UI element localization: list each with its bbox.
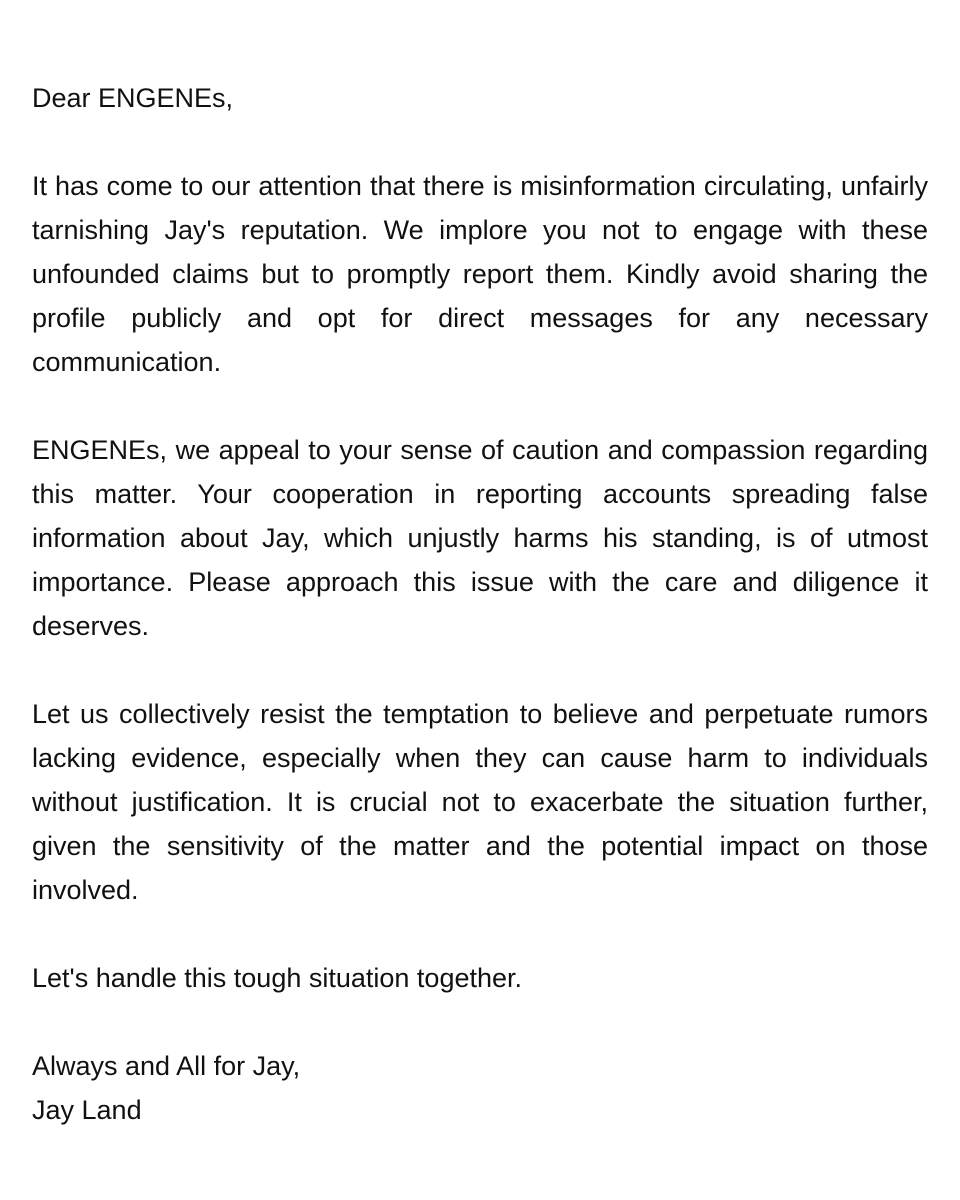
- letter-body: [32, 76, 928, 1132]
- letter-greeting: Dear ENGENEs,: [32, 83, 234, 113]
- letter-closing: Always and All for Jay,: [32, 1051, 301, 1081]
- letter-paragraph-3: Let us collectively resist the temptation to believe and perpetuate rumors lacking evidence, especially when they can cause harm to individuals without justification. It is crucial not to exacerbate the situation further, given the sensitivity of the matter and the potential impact on those involved.: [32, 699, 928, 905]
- letter-paragraph-4: Let's handle this tough situation together.: [32, 963, 523, 993]
- letter-paragraph-2: ENGENEs, we appeal to your sense of caution and compassion regarding this matter. Your cooperation in reporting accounts spreading false information about Jay, which unjustly harms his standing, is of utmost importance. Please approach this issue with the care and diligence it deserves.: [32, 435, 928, 641]
- letter-signature: Jay Land: [32, 1095, 142, 1125]
- letter-paragraph-1: It has come to our attention that there is misinformation circulating, unfairly tarnishing Jay's reputation. We implore you not to engage with these unfounded claims but to promptly report them. Kindly avoid sharing the profile publicly and opt for direct messages for any necessary communication.: [32, 171, 928, 377]
